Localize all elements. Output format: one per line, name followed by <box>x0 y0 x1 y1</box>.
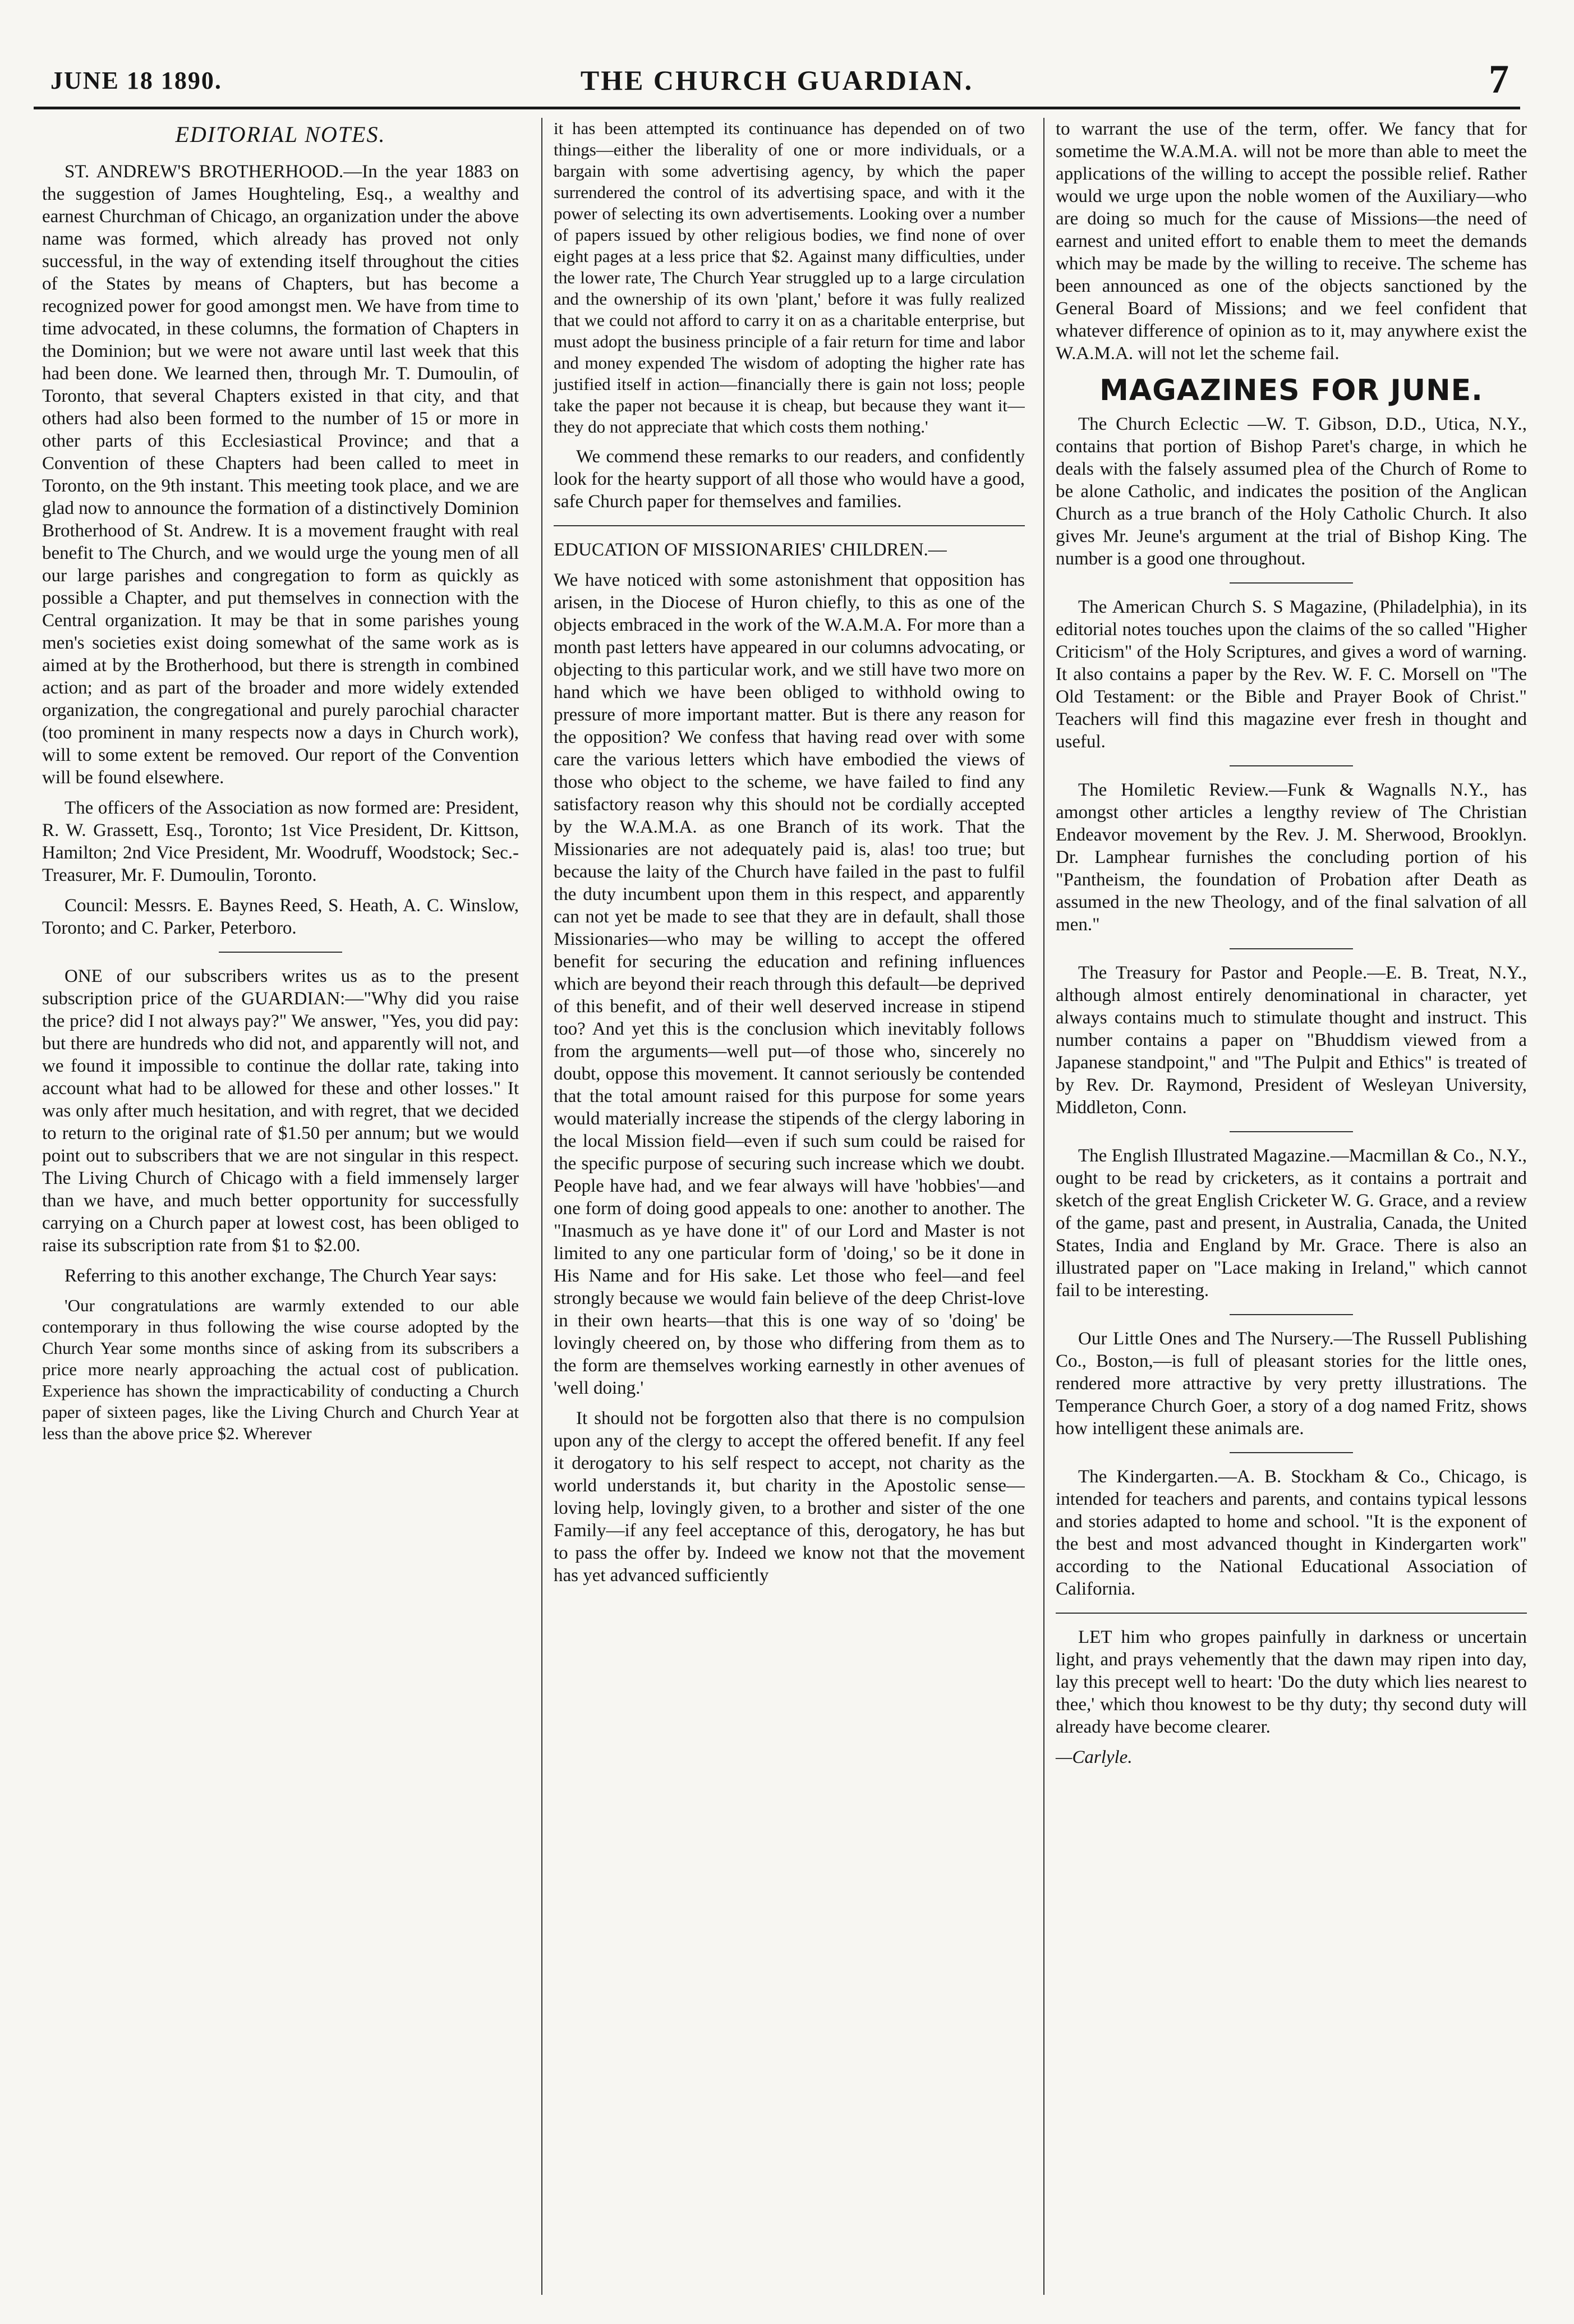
review-church-eclectic: The Church Eclectic —W. T. Gibson, D.D., Utica, N.Y., contains that portion of Bishop Paret's charge, in which he deals with the falsely assumed plea of the Church of Rome to be alone Catholic, and indicates the position of the Anglican Church as a true branch of the Holy Catholic Church. It also gives Mr. Jeune's argument at the trial of Bishop King. The number is a good one throughout. <box>1056 414 1527 569</box>
carlyle-quote: LET him who gropes painfully in darkness or uncertain light, and prays vehemently that the dawn may ripen into day, lay this precept well to heart: 'Do the duty which lies nearest to thee,' which thou knowest to be thy duty; thy second duty will already have become clearer. <box>1056 1627 1527 1737</box>
divider <box>1056 1613 1527 1614</box>
editorial-heading: EDITORIAL NOTES. <box>175 122 386 147</box>
divider <box>1230 582 1353 584</box>
issue-date: JUNE 18 1890. <box>50 67 222 94</box>
review-little-ones: Our Little Ones and The Nursery.—The Russell Publishing Co., Boston,—is full of pleasant stories for the little ones, rendered more attractive by very pretty illustrations. The Temperance Church Goer, a story of a dog named Fritz, shows how intelligent these animals are. <box>1056 1329 1527 1439</box>
brotherhood-paragraph: ST. ANDREW'S BROTHERHOOD.—In the year 1883 on the suggestion of James Houghteling, Esq., a wealthy and earnest Churchman of Chicago, an organization under the above name was formed, which already has proved not only successful, in the way of extending itself throughout the cities of the States by means of Chapters, but has become a recognized power for good amongst men. We have from time to time advocated, in these columns, the formation of Chapters in the Dominion; but we were not aware until last week that this had been done. We learned then, through Mr. T. Dumoulin, of Toronto, that several Chapters existed in that city, and that others had also been formed to the number of 15 or more in other parts of this Ecclesiastical Province; and that a Convention of these Chapters had been called to meet in Toronto, on the 9th instant. This meeting took place, and we are glad now to announce the formation of a distinctively Dominion Brotherhood of St. Andrew. It is a movement fraught with real benefit to The Church, and we would urge the young men of all our large parishes and congregation to form as quickly as possible a Chapter, and put themselves in connection with the Central organization. It may be that in some parishes young men's societies exist doing somewhat of the same work as is aimed at by the Brotherhood, but there is strength in combined action; and as part of the broader and more widely extended organization, the congregational and purely parochial character (too prominent in many respects now a days in Church work), will to some extent be removed. Our report of the Convention will be found elsewhere. <box>42 162 519 788</box>
warrant-paragraph: to warrant the use of the term, offer. We fancy that for sometime the W.A.M.A. will not be more than able to meet the applications of the willing to accept the possible relief. Rather would we urge upon the noble women of the Auxiliary—who are doing so much for the cause of Missions—the need of earnest and united effort to enable them to meet the demands which may be made by the willing to receive. The scheme has been announced as one of the objects sanctioned by the General Board of Missions; and we feel confident that whatever difference of opinion as to it, may anywhere exist the W.A.M.A. will not let the scheme fail. <box>1056 119 1527 364</box>
page-header <box>34 56 1520 109</box>
page-number: 7 <box>1489 57 1509 102</box>
review-american-church: The American Church S. S Magazine, (Philadelphia), in its editorial notes touches upon the claims of the so called "Higher Criticism" of the Holy Scriptures, and gives a word of warning. It also contains a paper by the Rev. W. F. C. Morsell on "The Old Testament: or the Bible and Prayer Book of Christ." Teachers will find this magazine ever fresh in thought and useful. <box>1056 597 1527 752</box>
commend-paragraph: We commend these remarks to our readers, and confidently look for the hearty support of all those who would have a good, safe Church paper for themselves and families. <box>554 447 1025 512</box>
divider <box>219 952 342 953</box>
column-3 <box>1043 118 1527 2295</box>
education-paragraph: We have noticed with some astonishment that opposition has arisen, in the Diocese of Huron chiefly, to this as one of the objects embraced in the work of the W.A.M.A. For more than a month past letters have appeared in our columns advocating, or objecting to this particular work, and we still have two more on hand which we have been obliged to withhold owing to pressure of more important matter. But is there any reason for the opposition? We confess that having read over with some care the various letters which have embodied the views of those who object to the scheme, we have failed to find any satisfactory reason why this should not be cordially accepted by the W.A.M.A. as one Branch of its work. That the Missionaries are not adequately paid is, alas! too true; but because the laity of the Church have failed in the past to fulfil the duty incumbent upon them in this respect, and apparently can not yet be made to see that they are in default, shall those Missionaries—who may be willing to accept the offered benefit for securing the education and refining influences which are beyond their reach through this default—be deprived of this benefit, and of their well deserved increase in stipend too? And yet this is the conclusion which inevitably follows from the arguments—well put—of those who, sincerely no doubt, oppose this movement. It cannot seriously be contended that the total amount raised for this purpose for some years would materially increase the stipends of the clergy laboring in the local Mission field—even if such sum could be raised for the specific purpose of securing such increase which we doubt. People have had, and we fear always will have 'hobbies'—and one form of doing good appeals to one: another to another. The "Inasmuch as ye have done it" of our Lord and Master is not limited to any one particular form of 'doing,' so be it done in His Name and for His sake. Let those who feel—and feel strongly because we would fain believe of the deep Christ-love in their own hearts—that this is one way of so 'doing' be lovingly cheered on, by those who differing from them as to the form are themselves working earnestly in other avenues of 'well doing.' <box>554 570 1025 1398</box>
review-english-illustrated: The English Illustrated Magazine.—Macmillan & Co., N.Y., ought to be read by cricketers, as it contains a portrait and sketch of the great English Cricketer W. G. Grace, and a review of the game, past and present, in Australia, Canada, the United States, India and England by Mr. Grace. There is also an illustrated paper on "Lace making in Ireland," which cannot fail to be interesting. <box>1056 1146 1527 1301</box>
divider <box>1230 1314 1353 1315</box>
divider <box>1230 1131 1353 1132</box>
column-1 <box>42 118 519 2295</box>
officers-paragraph: The officers of the Association as now formed are: President, R. W. Grassett, Esq., Toronto; 1st Vice President, Dr. Kittson, Hamilton; 2nd Vice President, Mr. Woodruff, Woodstock; Sec.-Treasurer, Mr. F. Dumoulin, Toronto. <box>42 798 519 885</box>
council-paragraph: Council: Messrs. E. Baynes Reed, S. Heath, A. C. Winslow, Toronto; and C. Parker, Peterboro. <box>42 895 519 938</box>
magazines-heading: MAGAZINES FOR JUNE. <box>1099 374 1483 407</box>
review-kindergarten: The Kindergarten.—A. B. Stockham & Co., Chicago, is intended for teachers and parents, and contains typical lessons and stories adapted to home and school. "It is the exponent of the best and most advanced thought in Kindergarten work" according to the National Educational Association of California. <box>1056 1467 1527 1599</box>
education-heading: EDUCATION OF MISSIONARIES' CHILDREN.— <box>554 540 947 560</box>
forgotten-paragraph: It should not be forgotten also that there is no compulsion upon any of the clergy to accept the offered benefit. If any feel it derogatory to his self respect to accept, not charity as the world understands it, but charity in the Apostolic sense—loving help, lovingly given, to a brother and sister of the one Family—if any feel acceptance of this, derogatory, he has but to pass the offer by. Indeed we know not that the movement has yet advanced sufficiently <box>554 1408 1025 1586</box>
divider <box>554 525 1025 526</box>
carlyle-signature: —Carlyle. <box>1056 1747 1133 1767</box>
church-year-quote: 'Our congratulations are warmly extended to our able contemporary in thus following the wise course adopted by the Church Year some months since of asking from its subscribers a price more nearly approaching the actual cost of publication. Experience has shown the impracticability of conducting a Church paper of sixteen pages, like the Living Church and Church Year at less than the above price $2. Wherever <box>42 1296 519 1443</box>
subscribers-paragraph: ONE of our subscribers writes us as to the present subscription price of the GUARDIAN:—"Why did you raise the price? did I not always pay?" We answer, "Yes, you did pay: but there are hundreds who did not, and apparently will not, and we found it impossible to continue the dollar rate, taking into account what had to be allowed for these and other losses." It was only after much hesitation, and with regret, that we decided to return to the original rate of $1.50 per annum; but we would point out to subscribers that we are not singular in this respect. The Living Church of Chicago with a field immensely larger than we have, and much better opportunity for successfully carrying on a Church paper at lowest cost, has been obliged to raise its subscription rate from $1 to $2.00. <box>42 966 519 1256</box>
church-year-quote-continued: it has been attempted its continuance has depended on of two things—either the liberality of one or more individuals, or a bargain with some advertising agency, by which the paper surrendered the control of its advertising space, and with it the power of selecting its own advertisements. Looking over a number of papers issued by other religious bodies, we find none of over eight pages at a less price that $2. Against many difficulties, under the lower rate, The Church Year struggled up to a large circulation and the ownership of its own 'plant,' before it was fully realized that we could not afford to carry it on as a charitable enterprise, but must adopt the business principle of a fair return for time and labor and money expended The wisdom of adopting the higher rate has justified itself in action—financially there is gain not loss; people take the paper not because it is cheap, but because they want it—they do not appreciate that which costs them nothing.' <box>554 118 1025 437</box>
referring-paragraph: Referring to this another exchange, The Church Year says: <box>65 1266 498 1286</box>
newspaper-title: THE CHURCH GUARDIAN. <box>580 65 974 96</box>
divider <box>1230 1452 1353 1453</box>
review-homiletic: The Homiletic Review.—Funk & Wagnalls N.Y., has amongst other articles a lengthy review of The Christian Endeavor movement by the Rev. J. M. Sherwood, Brooklyn. Dr. Lamphear furnishes the concluding portion of his "Pantheism, the foundation of Probation after Death as assumed in the new Theology, and of the final salvation of all men." <box>1056 780 1527 935</box>
review-treasury: The Treasury for Pastor and People.—E. B. Treat, N.Y., although almost entirely denominational in character, yet always contains much to stimulate thought and instruct. This number contains a paper on "Bhuddism viewed from a Japanese standpoint," and "The Pulpit and Ethics" is treated of by Rev. Dr. Raymond, President of Wesleyan University, Middleton, Conn. <box>1056 963 1527 1118</box>
divider <box>1230 765 1353 766</box>
divider <box>1230 948 1353 949</box>
column-2 <box>541 118 1025 2295</box>
